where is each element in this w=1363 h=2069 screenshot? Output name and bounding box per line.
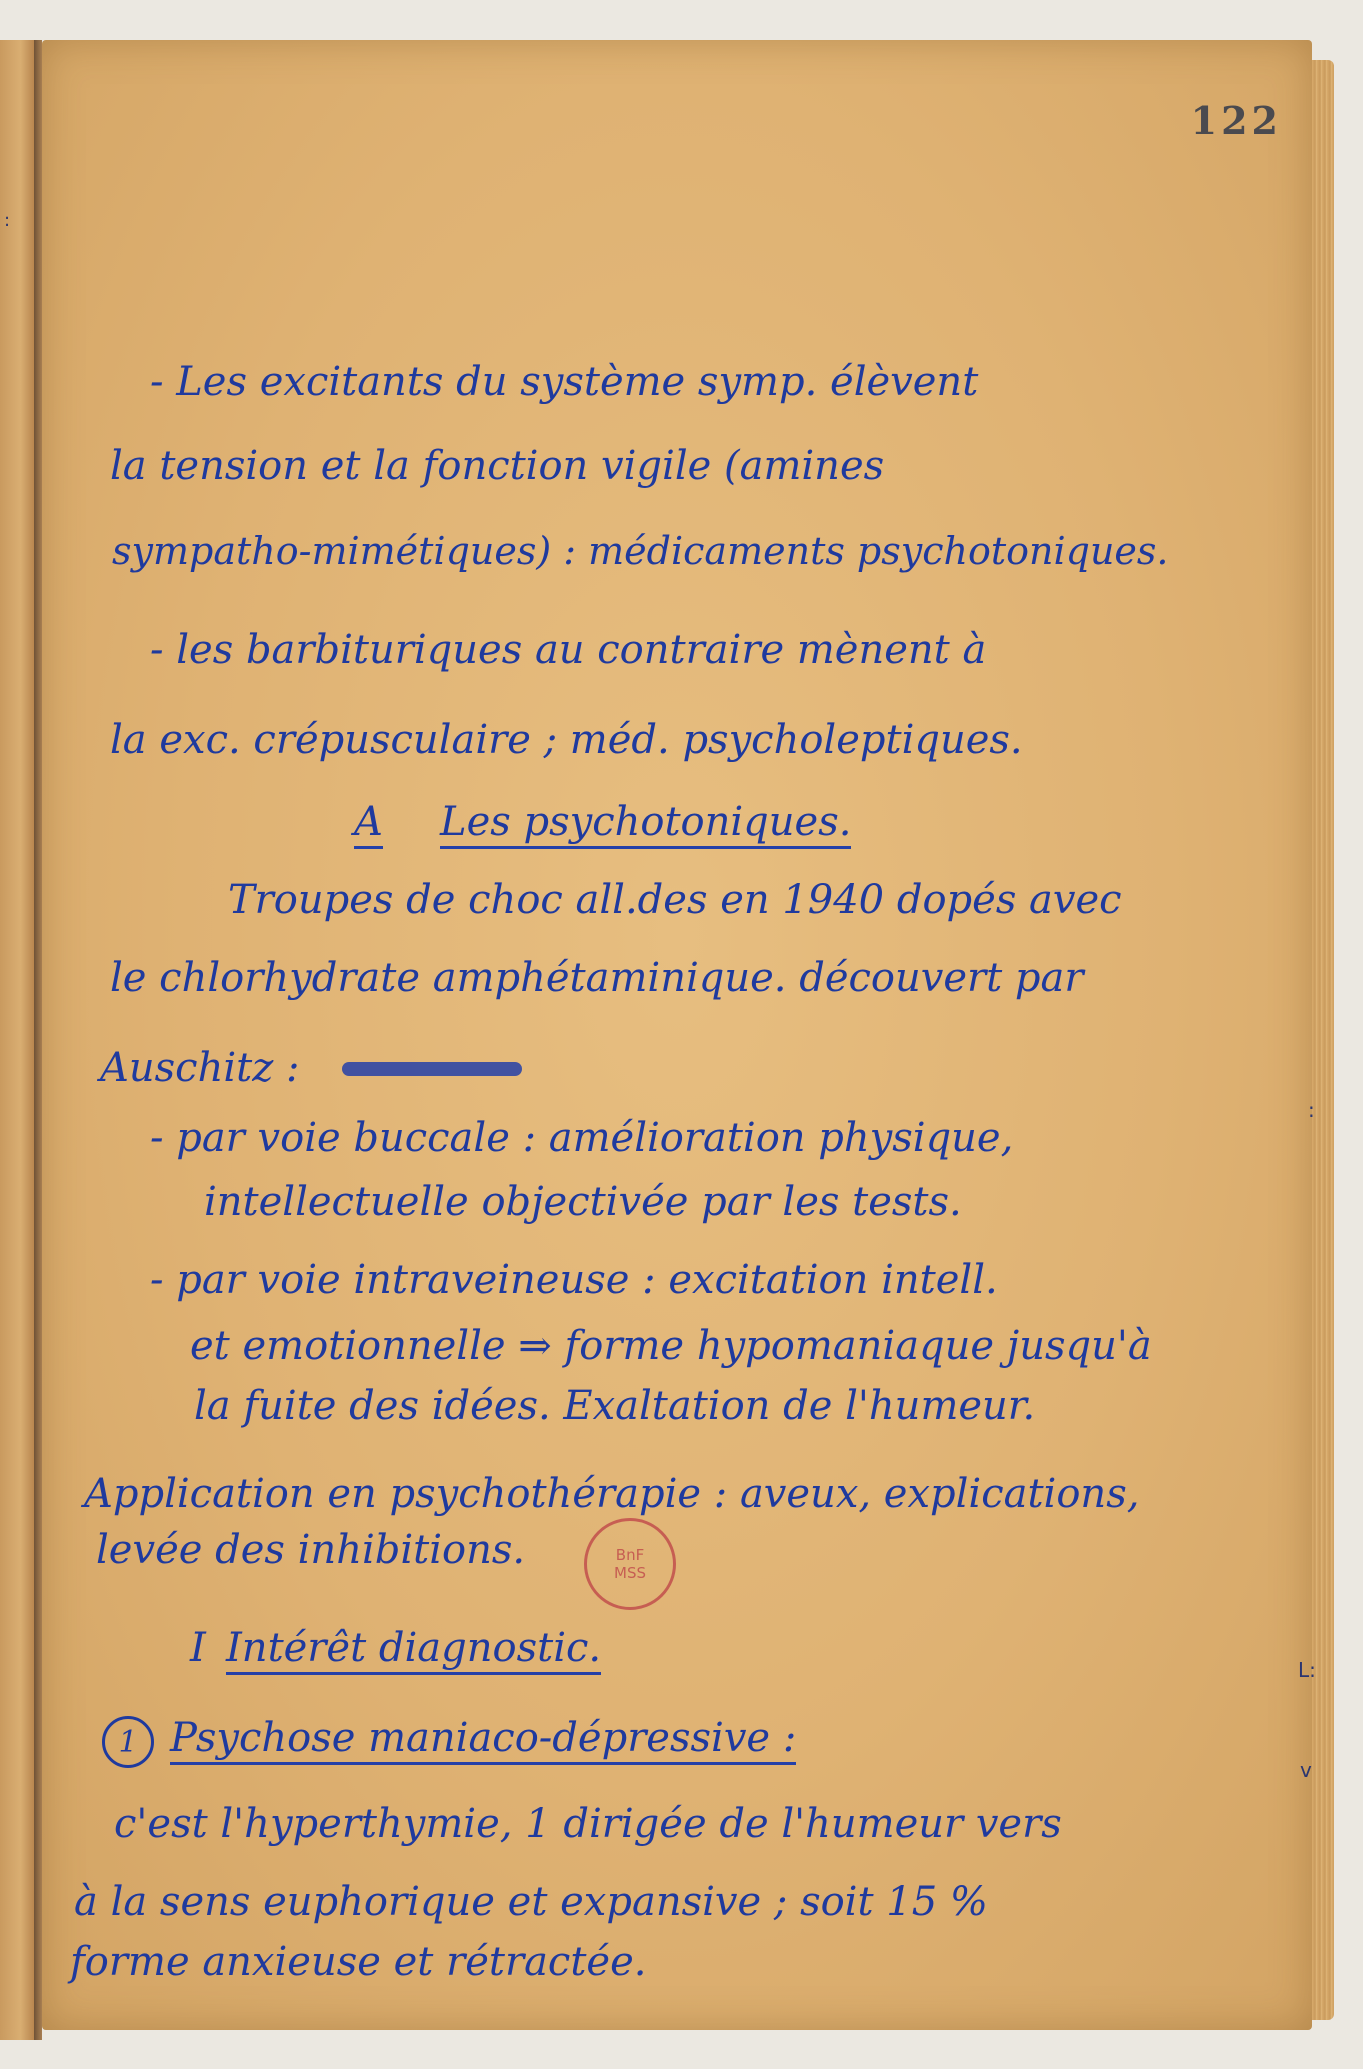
page-stack-edge <box>1312 60 1334 2020</box>
handwritten-line: sympatho-mimétiques) : médicaments psychotoniques. <box>112 529 1169 573</box>
right-margin-mark-3: v <box>1300 1758 1312 1782</box>
handwritten-line: - les barbituriques au contraire mènent à <box>150 627 987 673</box>
handwritten-line: Auschitz : <box>100 1045 300 1091</box>
page-number: 122 <box>1190 98 1282 143</box>
book-gutter <box>34 40 42 2040</box>
handwritten-line: - Les excitants du système symp. élèvent <box>150 359 979 405</box>
facing-page-edge <box>0 40 36 2040</box>
handwritten-line: levée des inhibitions. <box>96 1527 526 1573</box>
handwritten-line: la exc. crépusculaire ; méd. psycholeptiques. <box>110 717 1023 763</box>
handwritten-line: Application en psychothérapie : aveux, explications, <box>84 1471 1140 1517</box>
handwritten-line: la fuite des idées. Exaltation de l'humeur. <box>194 1383 1036 1429</box>
handwritten-line: et emotionnelle ⇒ forme hypomaniaque jusqu'à <box>190 1323 1152 1369</box>
handwritten-line: - par voie intraveineuse : excitation intell. <box>150 1257 998 1303</box>
section-number-i: I <box>190 1625 206 1671</box>
section-heading: Intérêt diagnostic. <box>226 1628 601 1675</box>
handwritten-line: c'est l'hyperthymie, 1 dirigée de l'humeur vers <box>114 1801 1062 1847</box>
section-heading: Les psychotoniques. <box>440 802 851 849</box>
stamp-line-1: BnF <box>615 1546 645 1564</box>
handwritten-line: - par voie buccale : amélioration physique, <box>150 1115 1014 1161</box>
struck-out-word <box>342 1062 522 1076</box>
subsection-heading: Psychose maniaco-dépressive : <box>170 1718 796 1765</box>
section-number-a: A <box>354 802 383 849</box>
circled-number-text: 1 <box>118 1725 138 1760</box>
handwritten-line: le chlorhydrate amphétaminique. découvert par <box>110 955 1084 1001</box>
right-margin-mark-2: L: <box>1298 1658 1316 1682</box>
handwritten-line: Troupes de choc all.des en 1940 dopés avec <box>228 877 1122 923</box>
handwritten-line: à la sens euphorique et expansive ; soit 15 % <box>74 1879 988 1925</box>
handwritten-line: intellectuelle objectivée par les tests. <box>204 1179 962 1225</box>
right-margin-mark-1: : <box>1308 1098 1315 1122</box>
handwritten-line: forme anxieuse et rétractée. <box>70 1939 647 1985</box>
circled-number <box>102 1716 154 1768</box>
bnf-library-stamp <box>584 1518 676 1610</box>
stamp-line-2: MSS <box>614 1564 646 1582</box>
handwritten-line: la tension et la fonction vigile (amines <box>110 443 885 489</box>
left-margin-mark: : <box>4 210 11 231</box>
